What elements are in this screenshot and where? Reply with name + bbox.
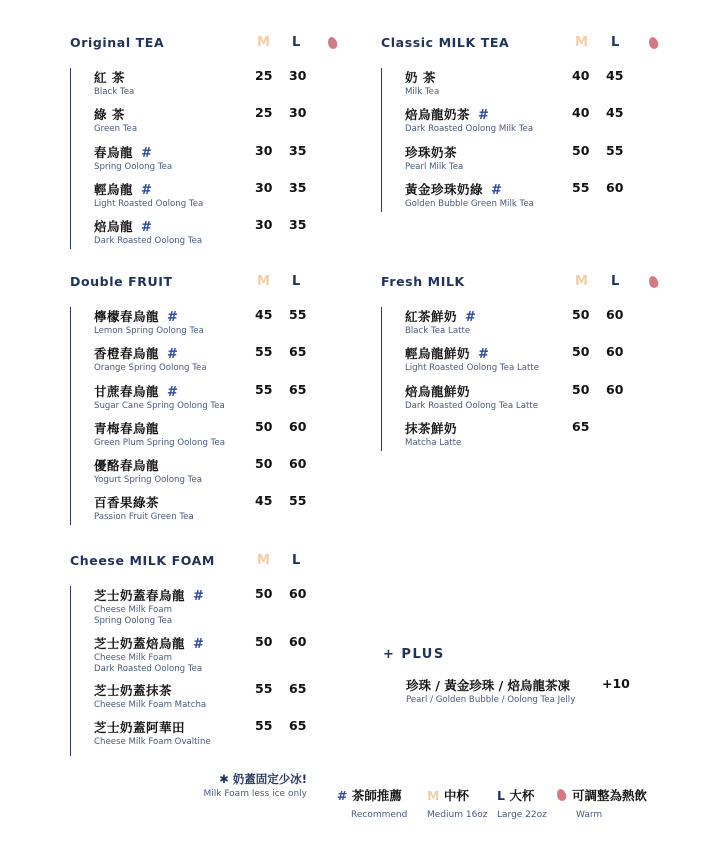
item-name-en-line: Dark Roasted Oolong Tea — [94, 236, 203, 247]
price-medium: 50 — [255, 418, 273, 434]
item-name-en-line: Matcha Latte — [405, 437, 462, 448]
price-medium: 30 — [255, 179, 273, 195]
item-name-en-line: Sugar Cane Spring Oolong Tea — [94, 400, 225, 411]
item-name-en — [94, 737, 211, 748]
item-name-zh — [94, 382, 178, 400]
item-name-zh — [405, 68, 436, 86]
item-name-text: 焙烏龍 — [94, 219, 134, 235]
item-name-en-line: Spring Oolong Tea — [94, 616, 173, 626]
price-medium: 55 — [255, 681, 273, 696]
item-name-text: 芝士奶蓋阿華田 — [94, 720, 186, 736]
item-list — [70, 586, 340, 756]
price-large: 30 — [289, 105, 307, 121]
item-name-en — [94, 653, 202, 675]
size-m-header: M — [257, 553, 270, 568]
item-name-en — [94, 438, 225, 449]
item-name-text: 百香果綠茶 — [94, 495, 160, 511]
item-name-text: 香橙春烏龍 — [94, 346, 160, 362]
item-name-zh — [94, 344, 178, 362]
item-name-en-line: Golden Bubble Green Milk Tea — [405, 198, 534, 209]
menu-item — [94, 419, 340, 456]
item-name-zh — [94, 419, 159, 437]
price-large: 60 — [289, 456, 307, 472]
item-name-en-line: Cheese Milk Foam Ovaltine — [94, 737, 211, 748]
item-name-text: 奶 茶 — [405, 70, 436, 85]
recommend-hash-icon: # — [478, 347, 490, 363]
item-name-en-line: Light Roasted Oolong Tea — [94, 198, 204, 209]
price-large: 60 — [289, 633, 307, 649]
recommend-hash-icon: # — [465, 310, 477, 325]
item-name-text: 紅茶鮮奶 — [405, 309, 458, 324]
section-original-tea — [70, 35, 340, 249]
item-name-text: 青梅春烏龍 — [94, 420, 160, 436]
item-name-en-line: Orange Spring Oolong Tea — [94, 363, 207, 374]
item-name-zh — [94, 681, 172, 699]
legend-label-en: Warm — [576, 810, 603, 820]
item-name-en — [405, 401, 538, 412]
menu-item — [94, 634, 340, 682]
size-m-header: M — [257, 274, 270, 289]
price-medium: 50 — [572, 307, 590, 322]
section-title: Double FRUIT — [70, 274, 173, 289]
item-name-en — [94, 512, 194, 523]
item-list — [70, 307, 340, 525]
menu-item — [405, 180, 671, 217]
item-name-en-line: Milk Tea — [405, 87, 440, 97]
item-name-en-line: Black Tea Latte — [405, 326, 471, 336]
legend-label: 茶師推薦 — [351, 788, 402, 803]
item-name-zh — [405, 105, 489, 123]
price-large: 65 — [289, 718, 307, 734]
price-large: 65 — [289, 681, 307, 696]
item-name-en — [94, 605, 172, 627]
item-name-en — [94, 236, 202, 247]
item-name-zh — [94, 105, 125, 123]
item-name-text: 芝士奶蓋抹茶 — [94, 683, 173, 698]
legend-label-en: Large 22oz — [497, 810, 547, 820]
price-medium: 25 — [255, 105, 273, 121]
item-name-zh — [94, 143, 152, 161]
menu-item — [94, 180, 340, 217]
legend-label: 中杯 — [443, 788, 469, 803]
menu-item — [405, 382, 671, 419]
plus-toppings-en: Pearl / Golden Bubble / Oolong Tea Jelly — [406, 695, 576, 705]
recommend-hash-icon: # — [193, 589, 205, 604]
price-medium: 50 — [255, 633, 273, 649]
plus-toppings: 珍珠 / 黃金珍珠 / 焙烏龍茶凍 — [406, 678, 571, 693]
legend-label: 大杯 — [509, 788, 535, 803]
hash-icon: # — [337, 788, 348, 803]
item-name-text: 輕烏龍鮮奶 — [405, 346, 471, 362]
milk-foam-note: ✱ 奶蓋固定少冰! — [219, 772, 307, 786]
legend-recommend — [337, 786, 407, 820]
warm-drop-icon — [647, 275, 659, 289]
section-title: Original TEA — [70, 35, 165, 50]
item-name-text: 芝士奶蓋焙烏龍 — [94, 635, 186, 651]
legend-label: 可調整為熱飲 — [572, 788, 648, 803]
size-l-header: L — [292, 553, 301, 568]
item-name-zh — [94, 217, 152, 235]
item-name-en-line: Light Roasted Oolong Tea Latte — [405, 363, 540, 374]
price-medium: 50 — [255, 456, 273, 472]
item-name-en — [405, 199, 534, 210]
price-medium: 40 — [572, 68, 590, 83]
item-name-zh — [405, 180, 502, 198]
price-large: 35 — [289, 179, 307, 195]
legend-medium — [427, 786, 488, 820]
item-list — [381, 68, 671, 212]
item-name-text: 焙烏龍鮮奶 — [405, 383, 471, 399]
item-list — [70, 68, 340, 249]
item-name-en — [94, 87, 134, 98]
item-name-en — [405, 162, 463, 173]
item-name-zh — [405, 344, 489, 362]
section-cheese-milk-foam — [70, 553, 340, 756]
item-name-en-line: Black Tea — [94, 87, 135, 97]
item-name-en-line: Green Plum Spring Oolong Tea — [94, 437, 225, 448]
menu-item — [94, 456, 340, 493]
item-name-en — [405, 87, 439, 98]
price-medium: 25 — [255, 68, 273, 83]
size-l-header: L — [611, 35, 620, 50]
size-m-header: M — [257, 35, 270, 50]
section-header — [381, 35, 671, 55]
size-m-header: M — [575, 274, 588, 289]
size-l-header: L — [292, 35, 301, 50]
item-name-en-line: Spring Oolong Tea — [94, 161, 173, 172]
menu-item — [94, 718, 340, 755]
item-name-en-line: Cheese Milk Foam — [94, 605, 172, 615]
menu-item — [94, 586, 340, 634]
item-name-en-line: Green Tea — [94, 124, 138, 135]
price-large: 35 — [289, 217, 307, 233]
item-name-en-line: Passion Fruit Green Tea — [94, 512, 194, 523]
item-name-text: 綠 茶 — [94, 107, 125, 123]
item-name-en — [94, 162, 172, 173]
section-title: Cheese MILK FOAM — [70, 553, 215, 568]
item-name-zh — [94, 68, 125, 86]
section-title: Classic MILK TEA — [381, 35, 510, 50]
price-large: 60 — [606, 344, 624, 360]
price-medium: 50 — [572, 344, 590, 360]
menu-item — [94, 105, 340, 142]
warm-drop-icon — [647, 36, 659, 50]
price-large: 60 — [289, 418, 307, 434]
recommend-hash-icon: # — [193, 636, 205, 652]
item-name-zh — [94, 456, 159, 474]
item-name-en-line: Dark Roasted Oolong Milk Tea — [405, 124, 534, 135]
item-name-text: 黃金珍珠奶綠 — [405, 181, 484, 197]
price-large: 30 — [289, 68, 307, 83]
section-fresh-milk — [381, 274, 671, 451]
section-header — [70, 274, 340, 294]
item-name-en-line: Cheese Milk Foam — [94, 652, 172, 663]
menu-item — [405, 307, 671, 344]
milk-foam-note-en: Milk Foam less ice only — [203, 789, 307, 799]
item-list — [381, 307, 671, 451]
item-name-en-line: Pearl Milk Tea — [405, 161, 464, 172]
item-name-en-line: Cheese Milk Foam Matcha — [94, 700, 207, 710]
plus-title: + PLUS — [383, 647, 445, 662]
size-m-header: M — [575, 35, 588, 50]
item-name-text: 輕烏龍 — [94, 181, 134, 197]
price-medium: 55 — [255, 718, 273, 734]
item-name-zh — [94, 634, 204, 652]
menu-item — [94, 344, 340, 381]
menu-item — [94, 68, 340, 105]
price-medium: 30 — [255, 142, 273, 158]
recommend-hash-icon: # — [167, 347, 179, 363]
menu-item — [405, 105, 671, 142]
item-name-zh — [94, 718, 185, 736]
item-name-en — [405, 326, 470, 337]
price-medium: 45 — [255, 307, 273, 322]
price-medium: 45 — [255, 493, 273, 509]
item-name-en — [94, 124, 137, 135]
price-large: 45 — [606, 105, 624, 121]
item-name-text: 焙烏龍奶茶 — [405, 107, 471, 123]
menu-item — [405, 68, 671, 105]
item-name-zh — [94, 307, 178, 325]
item-name-text: 抹茶鮮奶 — [405, 420, 458, 436]
price-medium: 50 — [572, 142, 590, 158]
item-name-en — [405, 363, 539, 374]
size-m-icon: M — [427, 788, 440, 803]
item-name-en-line: Dark Roasted Oolong Tea — [94, 663, 203, 674]
item-name-en — [405, 124, 533, 135]
warm-drop-icon — [555, 788, 567, 802]
section-header — [70, 553, 340, 573]
price-large: 65 — [289, 344, 307, 360]
item-name-text: 芝士奶蓋春烏龍 — [94, 588, 186, 603]
price-medium: 40 — [572, 105, 590, 121]
item-name-en — [405, 438, 461, 449]
item-name-zh — [94, 180, 152, 198]
warm-drop-icon — [326, 36, 338, 50]
recommend-hash-icon: # — [141, 145, 153, 161]
section-header — [381, 274, 671, 294]
price-large: 60 — [606, 381, 624, 397]
item-name-text: 優酪春烏龍 — [94, 458, 160, 474]
section-header — [70, 35, 340, 55]
price-large: 60 — [606, 179, 624, 195]
item-name-zh — [405, 382, 470, 400]
price-medium: 55 — [572, 179, 590, 195]
size-l-icon: L — [497, 788, 505, 803]
section-title: Fresh MILK — [381, 274, 465, 289]
section-classic-milk-tea — [381, 35, 671, 212]
item-name-text: 春烏龍 — [94, 144, 134, 160]
recommend-hash-icon: # — [141, 182, 153, 198]
size-l-header: L — [292, 274, 301, 289]
item-name-en — [94, 326, 204, 337]
price-medium: 55 — [255, 344, 273, 360]
menu-item — [405, 419, 671, 456]
recommend-hash-icon: # — [167, 310, 179, 325]
item-name-en — [94, 700, 206, 711]
price-large: 60 — [289, 586, 307, 601]
price-medium: 50 — [255, 586, 273, 601]
item-name-zh — [405, 419, 457, 437]
price-large: 55 — [289, 493, 307, 509]
legend-warm — [557, 786, 647, 820]
price-large: 55 — [289, 307, 307, 322]
item-name-zh — [405, 307, 476, 325]
item-name-en-line: Yogurt Spring Oolong Tea — [94, 475, 203, 486]
price-large: 65 — [289, 381, 307, 397]
menu-item — [94, 217, 340, 254]
legend-label-en: Recommend — [351, 810, 408, 820]
price-large: 35 — [289, 142, 307, 158]
item-name-zh — [405, 143, 457, 161]
menu-item — [94, 681, 340, 718]
price-medium: 65 — [572, 418, 590, 434]
price-medium: 50 — [572, 381, 590, 397]
item-name-en — [94, 475, 202, 486]
legend-large — [497, 786, 547, 820]
item-name-text: 甘蔗春烏龍 — [94, 383, 160, 399]
recommend-hash-icon: # — [491, 182, 503, 198]
menu-item — [94, 382, 340, 419]
item-name-text: 紅 茶 — [94, 70, 125, 85]
section-double-fruit — [70, 274, 340, 525]
menu-item — [94, 143, 340, 180]
item-name-zh — [94, 586, 204, 604]
menu-item — [94, 307, 340, 344]
plus-price: +10 — [602, 676, 630, 691]
menu-item — [94, 493, 340, 530]
recommend-hash-icon: # — [167, 384, 179, 400]
item-name-en-line: Dark Roasted Oolong Tea Latte — [405, 400, 539, 411]
recommend-hash-icon: # — [478, 108, 490, 124]
recommend-hash-icon: # — [141, 220, 153, 236]
price-medium: 55 — [255, 381, 273, 397]
price-large: 55 — [606, 142, 624, 158]
item-name-en — [94, 199, 203, 210]
item-name-en-line: Lemon Spring Oolong Tea — [94, 326, 204, 336]
price-large: 45 — [606, 68, 624, 83]
item-name-text: 珍珠奶茶 — [405, 144, 458, 160]
item-name-en — [94, 401, 225, 412]
legend-label-en: Medium 16oz — [427, 810, 488, 820]
item-name-zh — [94, 493, 159, 511]
price-large: 60 — [606, 307, 624, 322]
item-name-en — [94, 363, 207, 374]
size-l-header: L — [611, 274, 620, 289]
menu-item — [405, 344, 671, 381]
price-medium: 30 — [255, 217, 273, 233]
item-name-text: 檸檬春烏龍 — [94, 309, 160, 324]
menu-item — [405, 143, 671, 180]
